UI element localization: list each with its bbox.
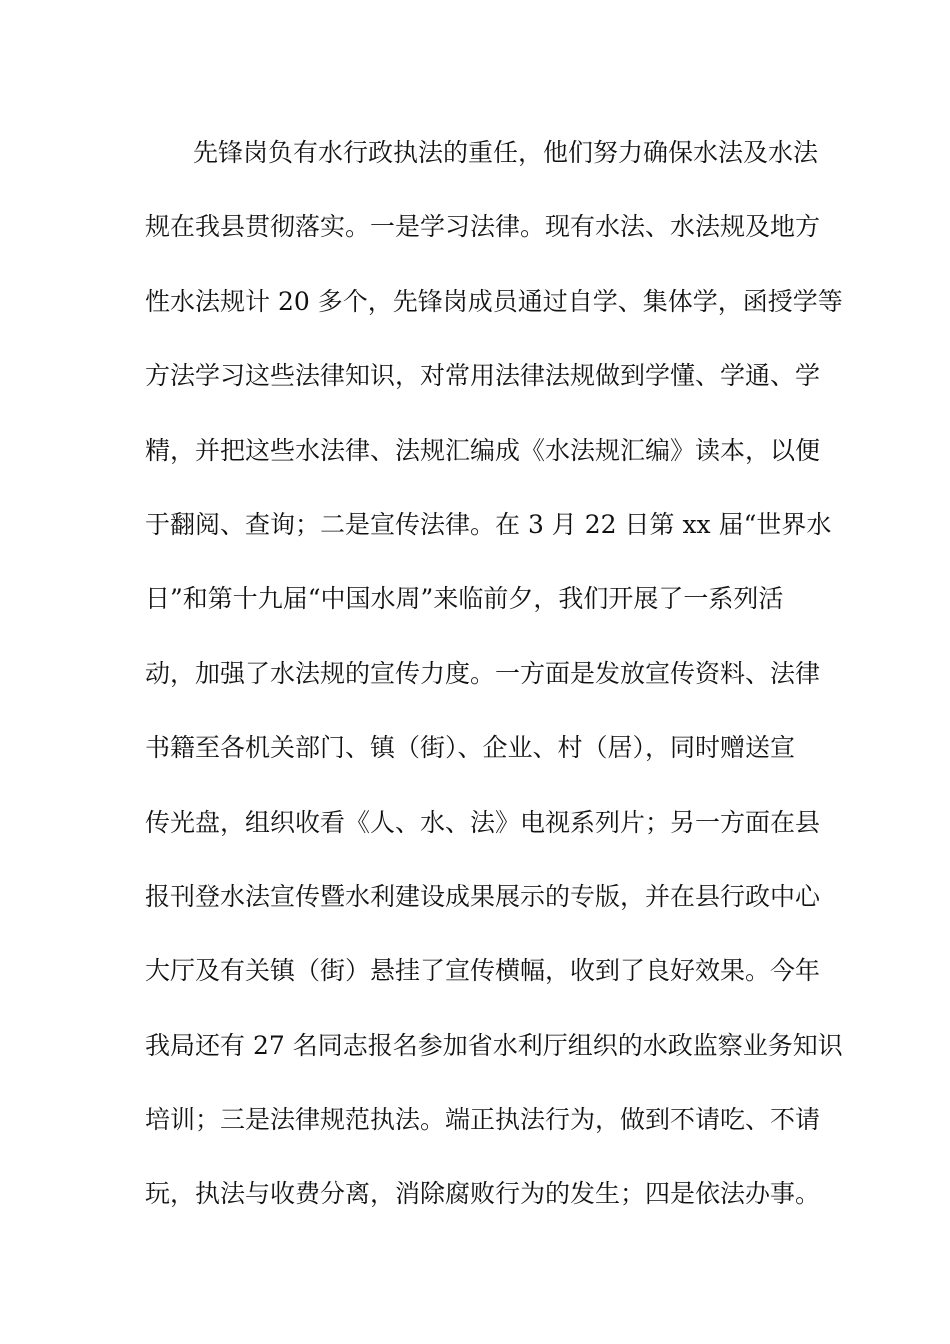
text-line: 规在我县贯彻落实。一是学习法律。现有水法、水法规及地方 — [145, 212, 821, 242]
text-line: 动，加强了水法规的宣传力度。一方面是发放宣传资料、法律 — [145, 658, 821, 688]
text-line: 性水法规计 20 多个，先锋岗成员通过自学、集体学，函授学等 — [145, 286, 843, 316]
text-line: 于翻阅、查询；二是宣传法律。在 3 月 22 日第 xx 届“世界水 — [145, 509, 832, 539]
text-line: 先锋岗负有水行政执法的重任，他们努力确保水法及水法 — [193, 138, 819, 167]
text-line: 精，并把这些水法律、法规汇编成《水法规汇编》读本，以便 — [145, 435, 821, 465]
text-line: 玩，执法与收费分离，消除腐败行为的发生；四是依法办事。 — [145, 1179, 821, 1209]
text-line: 报刊登水法宣传暨水利建设成果展示的专版，并在县行政中心 — [145, 881, 821, 911]
text-line: 我局还有 27 名同志报名参加省水利厅组织的水政监察业务知识 — [145, 1030, 843, 1060]
text-line: 传光盘，组织收看《人、水、法》电视系列片；另一方面在县 — [145, 807, 821, 837]
text-line: 大厅及有关镇（街）悬挂了宣传横幅，收到了良好效果。今年 — [145, 956, 821, 986]
text-line: 培训；三是法律规范执法。端正执法行为，做到不请吃、不请 — [145, 1105, 821, 1135]
body-paragraph — [145, 128, 843, 1244]
text-line: 日”和第十九届“中国水周”来临前夕，我们开展了一系列活 — [145, 584, 784, 614]
text-line: 方法学习这些法律知识，对常用法律法规做到学懂、学通、学 — [145, 361, 821, 391]
text-line: 书籍至各机关部门、镇（街）、企业、村（居），同时赠送宣 — [145, 733, 796, 763]
